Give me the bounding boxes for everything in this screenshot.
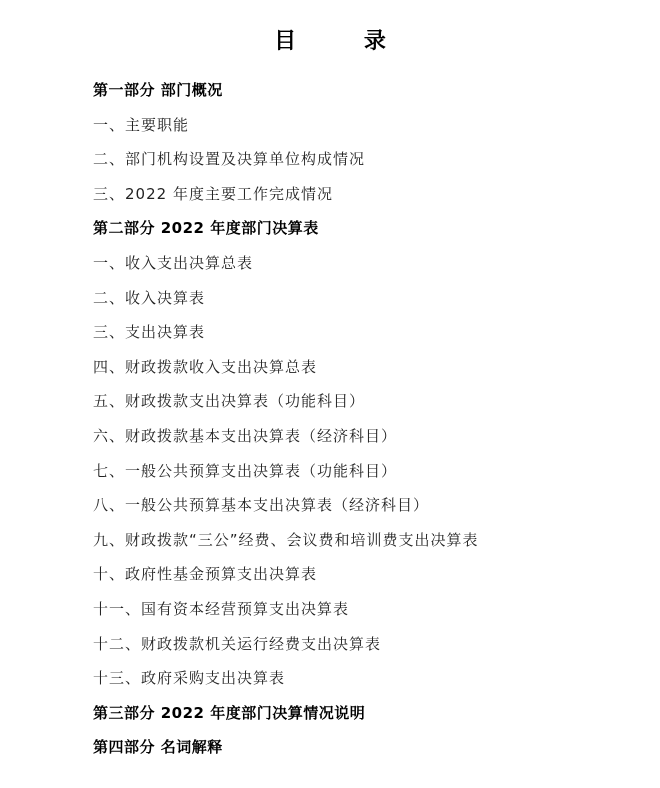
toc-item-three-public-expenses[interactable]: 九、财政拨款“三公”经费、会议费和培训费支出决算表	[93, 530, 479, 549]
toc-item-main-functions[interactable]: 一、主要职能	[93, 115, 190, 134]
toc-item-government-fund[interactable]: 十、政府性基金预算支出决算表	[93, 565, 318, 584]
toc-item-public-budget-basic-economic[interactable]: 八、一般公共预算基本支出决算表（经济科目）	[93, 496, 430, 515]
toc-item-income-expense-summary[interactable]: 一、收入支出决算总表	[93, 253, 254, 272]
toc-part-4[interactable]: 第四部分 名词解释	[93, 738, 223, 757]
toc-item-operating-expenses[interactable]: 十二、财政拨款机关运行经费支出决算表	[93, 634, 382, 653]
toc-item-fiscal-basic-economic[interactable]: 六、财政拨款基本支出决算表（经济科目）	[93, 426, 398, 445]
toc-item-public-budget-functional[interactable]: 七、一般公共预算支出决算表（功能科目）	[93, 461, 398, 480]
toc-item-expense-table[interactable]: 三、支出决算表	[93, 323, 206, 342]
toc-part-1[interactable]: 第一部分 部门概况	[93, 81, 223, 99]
toc-item-fiscal-expense-functional[interactable]: 五、财政拨款支出决算表（功能科目）	[93, 392, 366, 411]
page-title: 目 录	[274, 29, 416, 54]
toc-item-income-table[interactable]: 二、收入决算表	[93, 288, 206, 307]
toc-item-fiscal-summary[interactable]: 四、财政拨款收入支出决算总表	[93, 357, 318, 376]
toc-item-org-structure[interactable]: 二、部门机构设置及决算单位构成情况	[93, 150, 366, 169]
toc-item-procurement[interactable]: 十三、政府采购支出决算表	[93, 669, 286, 688]
toc-part-2[interactable]: 第二部分 2022 年度部门决算表	[93, 219, 319, 238]
toc-part-3[interactable]: 第三部分 2022 年度部门决算情况说明	[93, 703, 366, 722]
toc-item-work-completion[interactable]: 三、2022 年度主要工作完成情况	[93, 184, 333, 203]
table-of-contents	[93, 79, 633, 771]
toc-item-state-capital[interactable]: 十一、国有资本经营预算支出决算表	[93, 599, 350, 618]
